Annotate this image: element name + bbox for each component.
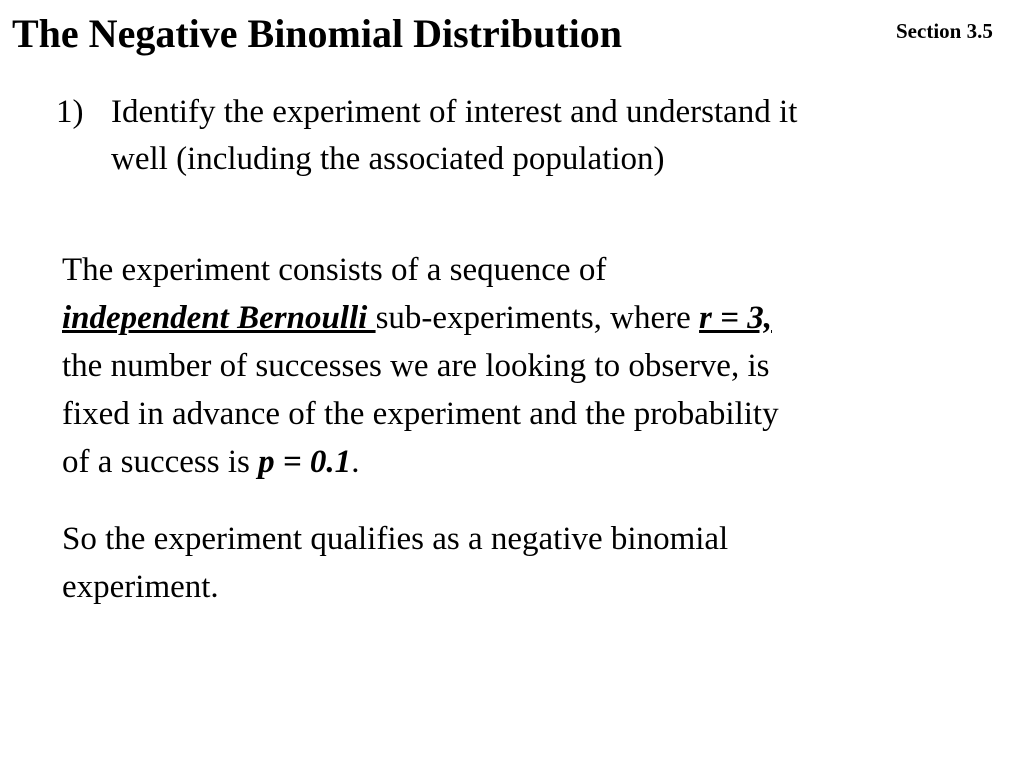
step-number: 1) xyxy=(56,94,84,130)
paragraph-text: fixed in advance of the experiment and the probability xyxy=(62,396,779,432)
paragraph-line xyxy=(62,438,962,486)
paragraph-text: So the experiment qualifies as a negative binomial xyxy=(62,521,729,557)
step-item xyxy=(56,89,956,183)
paragraph-line xyxy=(62,563,962,611)
paragraph-text: The experiment consists of a sequence of xyxy=(62,252,607,288)
paragraph-text: . xyxy=(351,444,360,480)
conclusion-paragraph xyxy=(62,515,962,611)
paragraph-text: of a success is xyxy=(62,444,259,480)
paragraph-line xyxy=(62,294,962,342)
paragraph-line xyxy=(62,390,962,438)
step-text-line-2: well (including the associated population) xyxy=(111,141,665,177)
r-value-term: r = 3, xyxy=(699,300,772,336)
section-label: Section 3.5 xyxy=(896,19,993,43)
paragraph-line xyxy=(62,515,962,563)
paragraph-text: the number of successes we are looking to observe, is xyxy=(62,348,770,384)
paragraph-line xyxy=(62,246,962,294)
slide-title: The Negative Binomial Distribution xyxy=(12,11,623,56)
paragraph-text: experiment. xyxy=(62,569,219,605)
independent-bernoulli-term: independent Bernoulli xyxy=(62,300,376,336)
experiment-description-paragraph xyxy=(62,246,962,486)
step-text-line-1: Identify the experiment of interest and understand it xyxy=(111,94,798,130)
p-value-term: p = 0.1 xyxy=(258,444,352,480)
paragraph-line xyxy=(62,342,962,390)
paragraph-text: sub-experiments, where xyxy=(375,300,700,336)
